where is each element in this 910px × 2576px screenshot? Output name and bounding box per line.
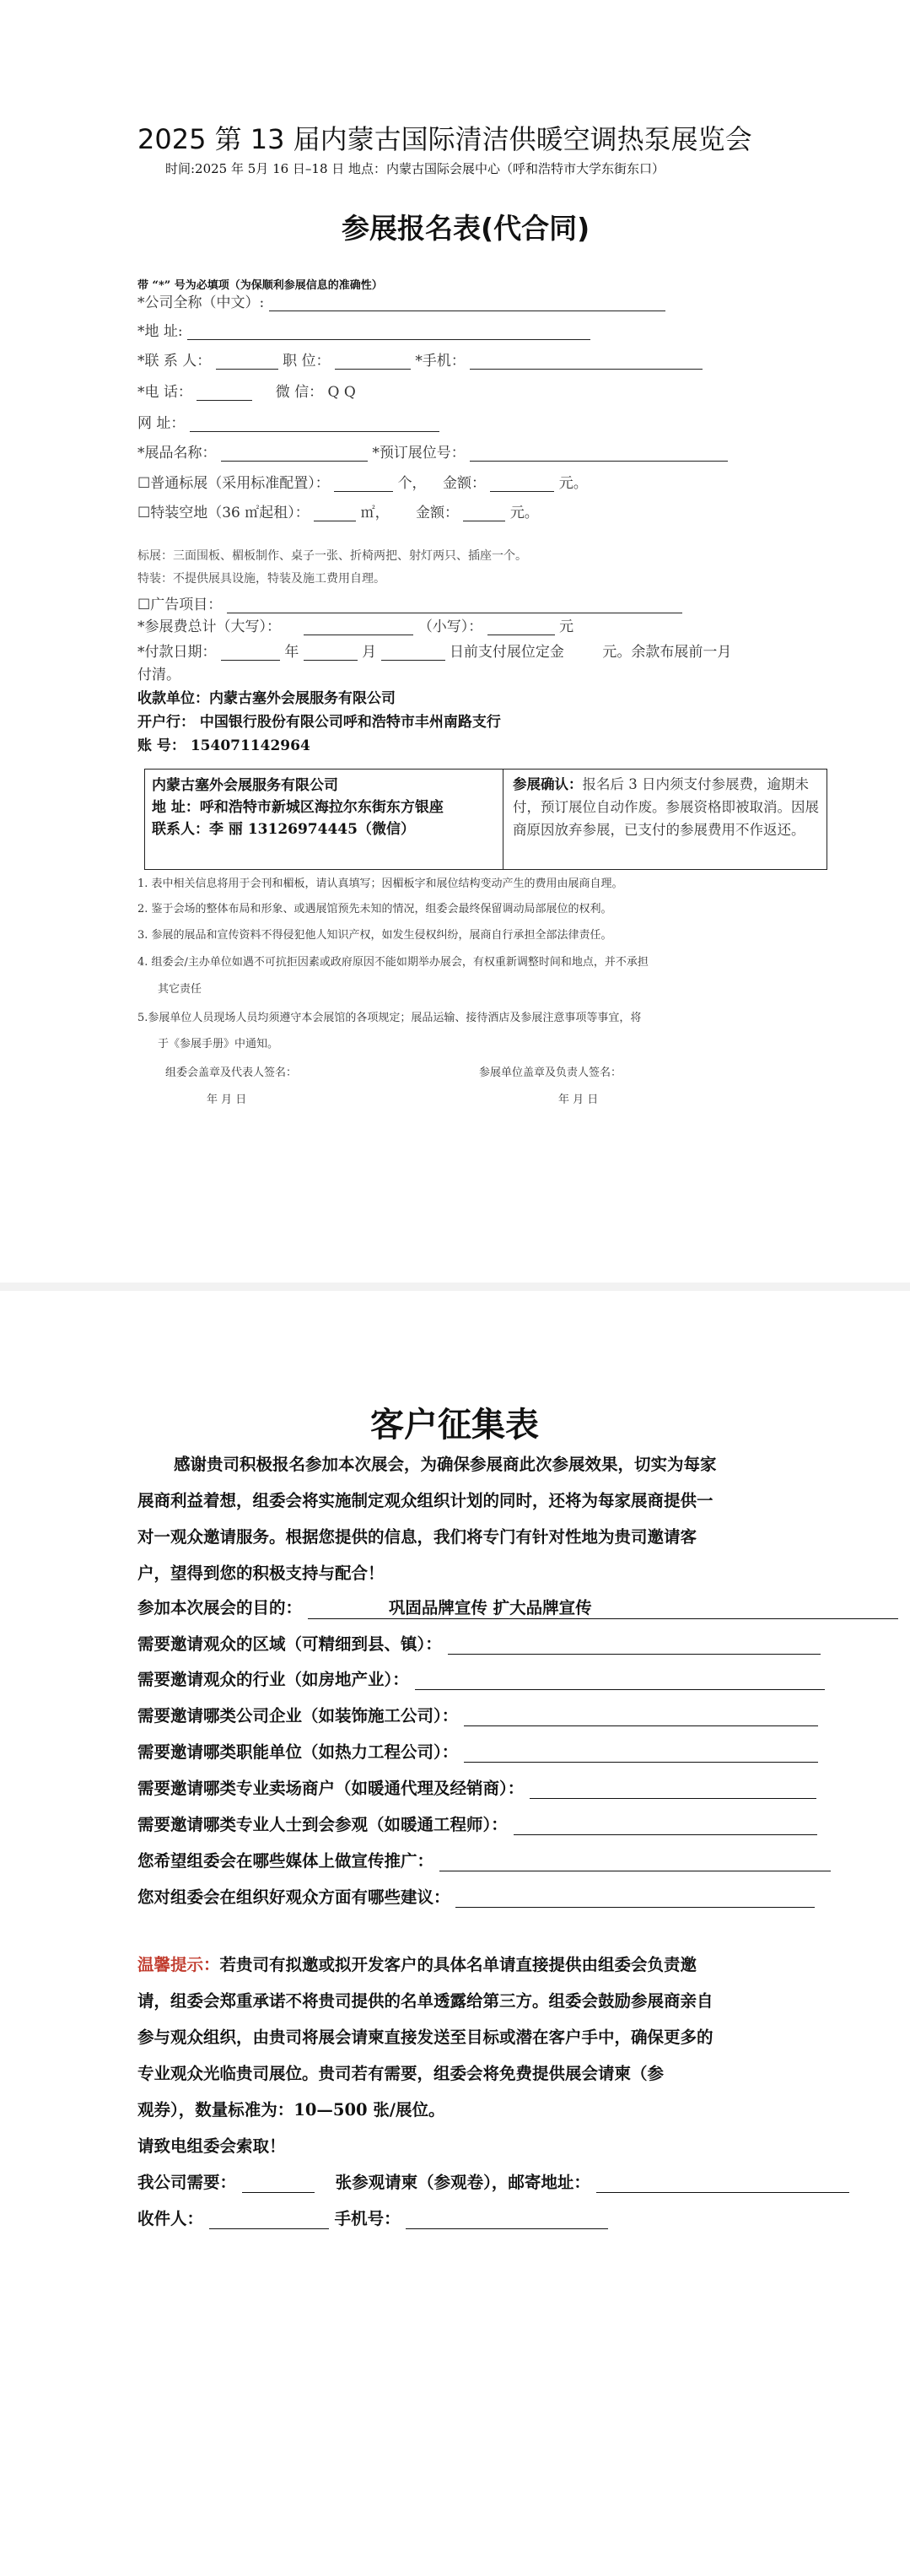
payment-date-label: *付款日期： [137,644,217,661]
box-company: 内蒙古塞外会展服务有限公司 [152,777,338,794]
confirm-text-block [513,773,820,841]
unit-label: 个， [397,475,427,492]
date-exhibitor: 年 月 日 [558,1094,599,1106]
ticket-count-field[interactable] [242,2175,315,2193]
fee-yuan-label: 元 [559,618,574,635]
question-7: 您希望组委会在哪些媒体上做宣传推广： [137,1851,434,1871]
exhibit-label: *展品名称： [137,445,217,462]
ad-checkbox[interactable]: ☐广告项目： [137,597,223,613]
question-4: 需要邀请哪类职能单位（如热力工程公司）： [137,1742,459,1762]
website-label: 网 址： [137,415,186,432]
receiver-label: 收件人： [137,2209,204,2228]
purpose-row [137,1595,898,1619]
question-row-7 [137,1848,831,1871]
date-organizer: 年 月 日 [207,1094,247,1106]
address-row [137,319,590,340]
intro-line-4: 户，望得到您的积极支持与配合！ [137,1563,385,1583]
balance-label: 元。余款布展前一月 [602,644,732,661]
raw-amount-field[interactable] [463,507,505,521]
payment-row [137,640,731,661]
qq-label: Q Q [327,384,356,401]
fee-lower-label: （小写）： [417,618,483,635]
tip-line-5: 观券），数量标准为：10—500 张/展位。 [137,2100,445,2120]
exhibit-field[interactable] [221,447,368,462]
purpose-label: 参加本次展会的目的： [137,1598,303,1617]
answer-field-8[interactable] [455,1890,815,1908]
term-1: 1. 表中相关信息将用于会刊和楣板，请认真填写；因楣板字和展位结构变动产生的费用由展商自理。 [137,878,623,890]
ad-field[interactable] [227,599,682,613]
fee-upper-label: *参展费总计（大写）： [137,618,281,635]
time-place: 时间:2025 年 5月 16 日–18 日 地点：内蒙古国际会展中心（呼和浩特市大学东街东口） [165,161,665,176]
raw-space-checkbox[interactable]: ☐特装空地（36 ㎡起租）： [137,505,310,521]
question-6: 需要邀请哪类专业人士到会参观（如暖通工程师）： [137,1815,508,1834]
form-title: 参展报名表(代合同) [342,212,590,245]
year-label: 年 [284,644,299,661]
payee: 收款单位：内蒙古塞外会展服务有限公司 [137,690,396,707]
booth-no-field[interactable] [470,447,728,462]
page-separator [0,1283,910,1291]
expo-title: 2025 第 13 届内蒙古国际清洁供暖空调热泵展览会 [137,123,752,155]
mailing-address-field[interactable] [596,2175,849,2193]
contact-label: *联 系 人： [137,353,212,370]
box-address: 地 址：呼和浩特市新城区海拉尔东街东方银座 [152,799,444,816]
account: 账 号： 154071142964 [137,737,310,754]
ad-row [137,592,682,613]
question-1: 需要邀请观众的区域（可精细到县、镇）： [137,1634,442,1654]
position-field[interactable] [335,355,411,370]
answer-field-1[interactable] [448,1637,821,1655]
question-5: 需要邀请哪类专业卖场商户（如暖通代理及经销商）： [137,1779,525,1798]
company-label: *公司全称（中文）: [137,294,265,311]
yuan-label-2: 元。 [509,505,539,521]
amount-label-2: 金额： [416,505,459,521]
question-2: 需要邀请观众的行业（如房地产业）： [137,1670,409,1689]
customer-page [0,1291,910,2576]
website-row [137,411,439,432]
question-8: 您对组委会在组织好观众方面有哪些建议： [137,1887,450,1907]
need-label: 我公司需要： [137,2173,237,2192]
term-5-cont: 于《参展手册》中通知。 [158,1038,279,1050]
question-row-2 [137,1666,825,1690]
phone-row [137,380,356,401]
raw-note: 特装：不提供展具设施，特装及施工费用自理。 [137,572,385,586]
answer-field-5[interactable] [530,1781,816,1799]
need-mid: 张参观请柬（参观卷），邮寄地址： [335,2173,590,2192]
term-2: 2. 鉴于会场的整体布局和形象、或遇展馆预先未知的情况，组委会最终保留调动局部展位的权利。 [137,903,612,915]
sign-exhibitor: 参展单位盖章及负责人签名： [479,1067,622,1079]
confirm-label: 参展确认： [513,776,583,792]
yuan-label: 元。 [558,475,588,492]
term-4-cont: 其它责任 [158,983,202,996]
fee-lower-field[interactable] [487,621,555,635]
pay-year-field[interactable] [221,646,280,661]
contact-row [137,348,703,370]
wechat-label: 微 信： [275,384,324,401]
fee-row [137,614,573,635]
mobile-field[interactable] [470,355,703,370]
customer-form-title: 客户征集表 [370,1406,539,1445]
pay-day-field[interactable] [381,646,445,661]
contact-confirm-box [144,769,827,870]
answer-field-2[interactable] [415,1672,825,1690]
position-label: 职 位： [283,353,331,370]
sqm-label: ㎡， [360,505,390,521]
required-note: 带 “*” 号为必填项（为保顺利参展信息的准确性） [137,279,383,292]
request-row [137,2169,849,2193]
standard-amount-field[interactable] [490,478,554,492]
month-label: 月 [362,644,377,661]
term-4: 4. 组委会/主办单位如遇不可抗拒因素或政府原因不能如期举办展会，有权重新调整时间和地点，并不承担 [137,956,649,969]
intro-line-1: 感谢贵司积极报名参加本次展会，为确保参展商此次参展效果，切实为每家 [174,1455,717,1474]
question-row-1 [137,1631,821,1655]
phone-label-2: 手机号： [334,2209,401,2228]
tip-line-6: 请致电组委会索取！ [137,2136,286,2156]
phone-field-2[interactable] [406,2211,608,2229]
term-3: 3. 参展的展品和宣传资料不得侵犯他人知识产权，如发生侵权纠纷，展商自行承担全部法律责任。 [137,929,612,942]
contact-field[interactable] [216,355,278,370]
company-field[interactable] [269,297,665,311]
tip-label: 温馨提示： [137,1955,220,1974]
bank: 开户行： 中国银行股份有限公司呼和浩特市丰州南路支行 [137,714,501,731]
question-row-4 [137,1739,818,1763]
pay-month-field[interactable] [304,646,358,661]
question-row-6 [137,1812,817,1835]
company-row [137,290,665,311]
answer-field-4[interactable] [464,1745,818,1763]
standard-booth-row [137,471,588,492]
deposit-label: 日前支付展位定金 [449,644,564,661]
address-field[interactable] [187,326,590,340]
booth-no-label: *预订展位号： [372,445,466,462]
payment-cont: 付清。 [137,667,180,683]
term-5: 5.参展单位人员现场人员均须遵守本会展馆的各项规定；展品运输、接待酒店及参展注意事项等事宜，将 [137,1012,642,1024]
intro-line-3: 对一观众邀请服务。根据您提供的信息，我们将专门有针对性地为贵司邀请客 [137,1527,697,1547]
fee-upper-field[interactable] [304,621,413,635]
sign-organizer: 组委会盖章及代表人签名： [165,1067,298,1079]
organizer-info [145,770,503,869]
answer-field-7[interactable] [439,1854,831,1871]
question-row-5 [137,1775,816,1799]
answer-field-6[interactable] [514,1817,817,1835]
raw-space-row [137,500,539,521]
intro-line-2: 展商利益着想，组委会将实施制定观众组织计划的同时，还将为每家展商提供一 [137,1491,713,1510]
tip-line-2: 请，组委会郑重承诺不将贵司提供的名单透露给第三方。组委会鼓励参展商亲自 [137,1991,713,2011]
question-row-8 [137,1884,815,1908]
website-field[interactable] [190,418,439,432]
phone-label: *电 话： [137,384,192,401]
registration-page [0,0,910,1283]
tip-text-1: 若贵司有拟邀或拟开发客户的具体名单请直接提供由组委会负责邀 [219,1955,697,1974]
phone-field[interactable] [197,386,252,401]
standard-note: 标展：三面围板、楣板制作、桌子一张、折椅两把、射灯两只、插座一个。 [137,549,527,563]
address-label: *地 址: [137,323,183,340]
standard-booth-checkbox[interactable]: ☐普通标展（采用标准配置）： [137,475,330,492]
confirm-text: 报名后 3 日内须支付参展费，逾期未付，预订展位自动作废。参展资格即被取消。因展商原因放弃参展，已支付的参展费用不作返还。 [513,776,819,838]
question-3: 需要邀请哪类公司企业（如装饰施工公司）： [137,1706,459,1725]
receiver-row [137,2206,608,2229]
answer-field-3[interactable] [464,1709,818,1726]
exhibit-row [137,440,728,462]
tip-line-1 [137,1952,697,1975]
raw-area-field[interactable] [314,507,356,521]
standard-count-field[interactable] [334,478,393,492]
tip-line-3: 参与观众组织，由贵司将展会请柬直接发送至目标或潜在客户手中，确保更多的 [137,2028,713,2047]
purpose-field[interactable]: 巩固品牌宣传 扩大品牌宣传 [308,1595,898,1619]
receiver-field[interactable] [209,2211,329,2229]
mobile-label: *手机： [415,353,466,370]
amount-label: 金额： [442,475,486,492]
question-row-3 [137,1703,818,1726]
box-contact: 联系人：李 丽 13126974445（微信） [152,821,415,838]
tip-line-4: 专业观众光临贵司展位。贵司若有需要，组委会将免费提供展会请柬（参 [137,2064,665,2083]
